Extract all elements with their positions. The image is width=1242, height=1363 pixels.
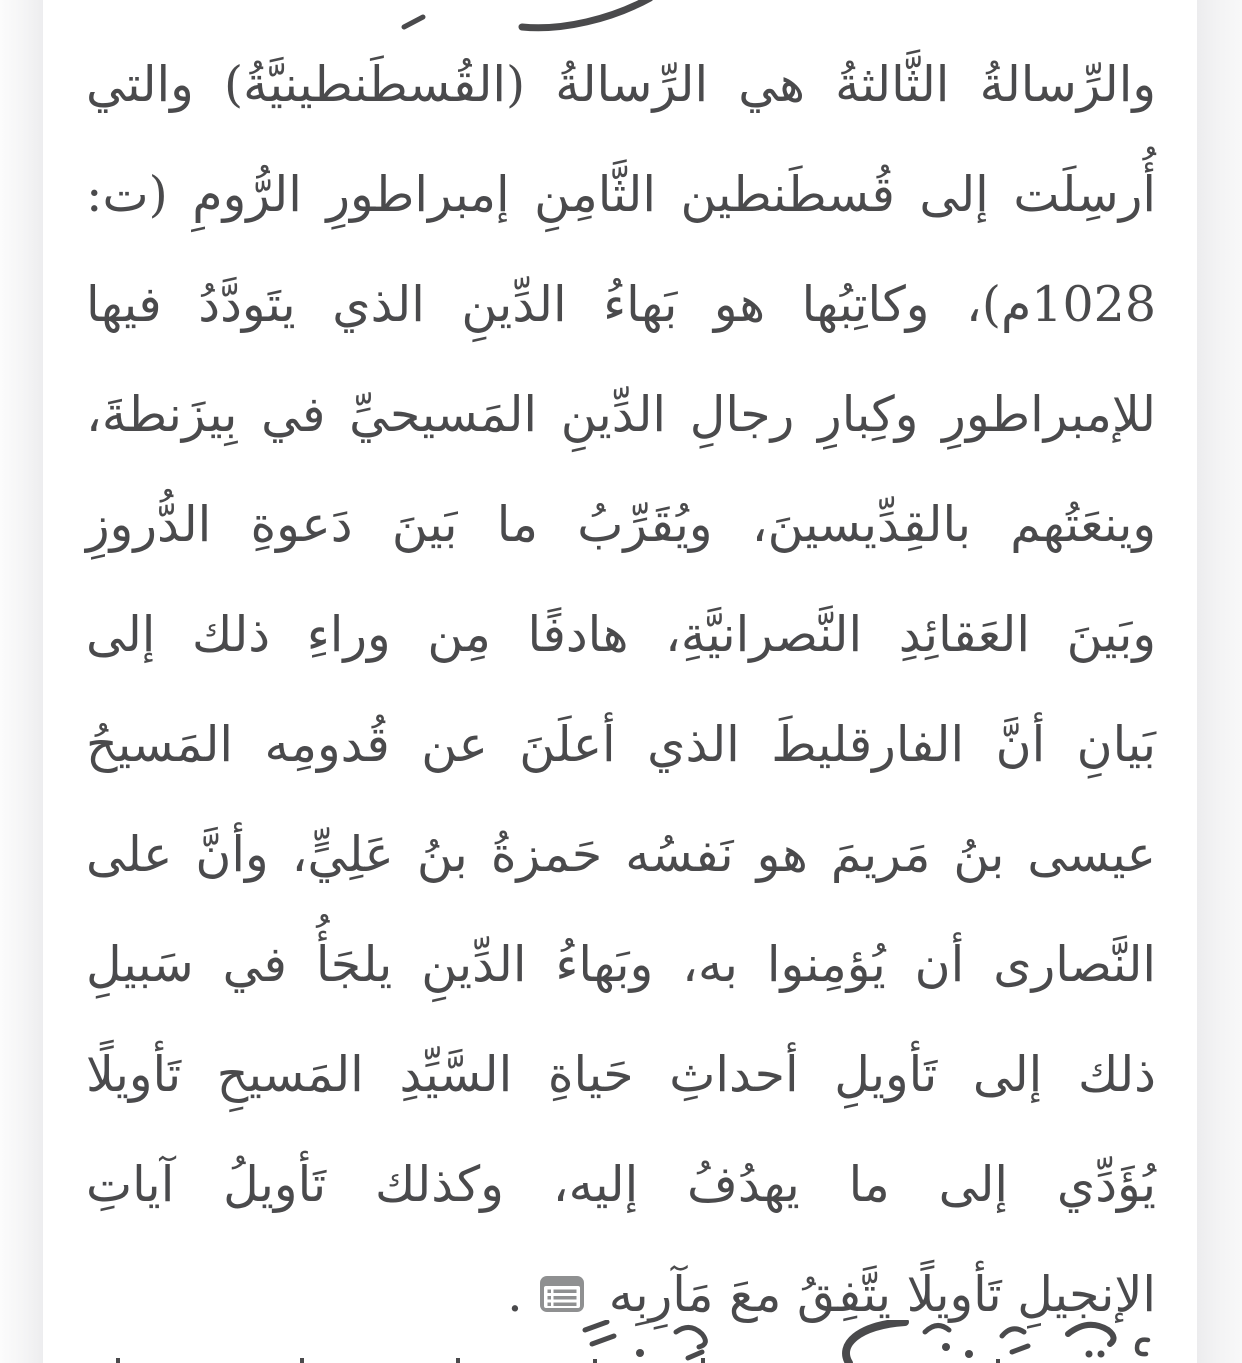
text-line: 1028م)، وكاتِبُها هو بَهاءُ الدِّينِ الذي يتَودَّدُ فيها — [86, 276, 1156, 333]
text-line: يُؤَدِّي إلى ما يهدُفُ إليه، وكذلك تَأويلُ آياتِ — [86, 1156, 1156, 1213]
text-line: وينعَتُهم بالقِدِّيسينَ، ويُقَرِّبُ ما بَينَ دَعوةِ الدُّروزِ — [86, 496, 1156, 553]
text-line: للإمبراطورِ وكِبارِ رجالِ الدِّينِ المَسيحيِّ في بِيزَنطةَ، — [86, 386, 1156, 443]
text-line: ذلك إلى تَأويلِ أحداثِ حَياةِ السَّيِّدِ المَسيحِ تَأويلًا — [86, 1046, 1156, 1103]
line-text: الإنجيلِ تَأويلًا يتَّفِقُ معَ مَآرِبِه — [608, 1266, 1156, 1323]
text-line: وبَينَ العَقائِدِ النَّصرانيَّةِ، هادفًا مِن وراءِ ذلك إلى — [86, 606, 1156, 663]
clipped-text-fragment-top — [0, 0, 1242, 32]
text-line: عيسى بنُ مَريمَ هو نَفسُه حَمزةُ بنُ عَلِيٍّ، وأنَّ على — [86, 826, 1156, 883]
text-line: والرِّسالةُ الثَّالثةُ هي الرِّسالةُ (القُسطَنطينيَّةُ) والتي — [86, 56, 1156, 113]
book-text — [86, 30, 1156, 1350]
text-line: بَيانِ أنَّ الفارقليطَ الذي أعلَنَ عن قُدومِه المَسيحُ — [86, 716, 1156, 773]
footnote-icon[interactable] — [539, 1275, 585, 1313]
next-page-edge[interactable] — [1197, 0, 1242, 1363]
text-line: أُرسِلَت إلى قُسطَنطين الثَّامِنِ إمبراطورِ الرُّومِ (ت: — [86, 166, 1156, 223]
text-line: النَّصارى أن يُؤمِنوا به، وبَهاءُ الدِّينِ يلجَأُ في سَبيلِ — [86, 936, 1156, 993]
text-line — [86, 1240, 1156, 1350]
sentence-end-mark: . — [507, 1266, 523, 1323]
prev-page-edge[interactable] — [0, 0, 43, 1363]
